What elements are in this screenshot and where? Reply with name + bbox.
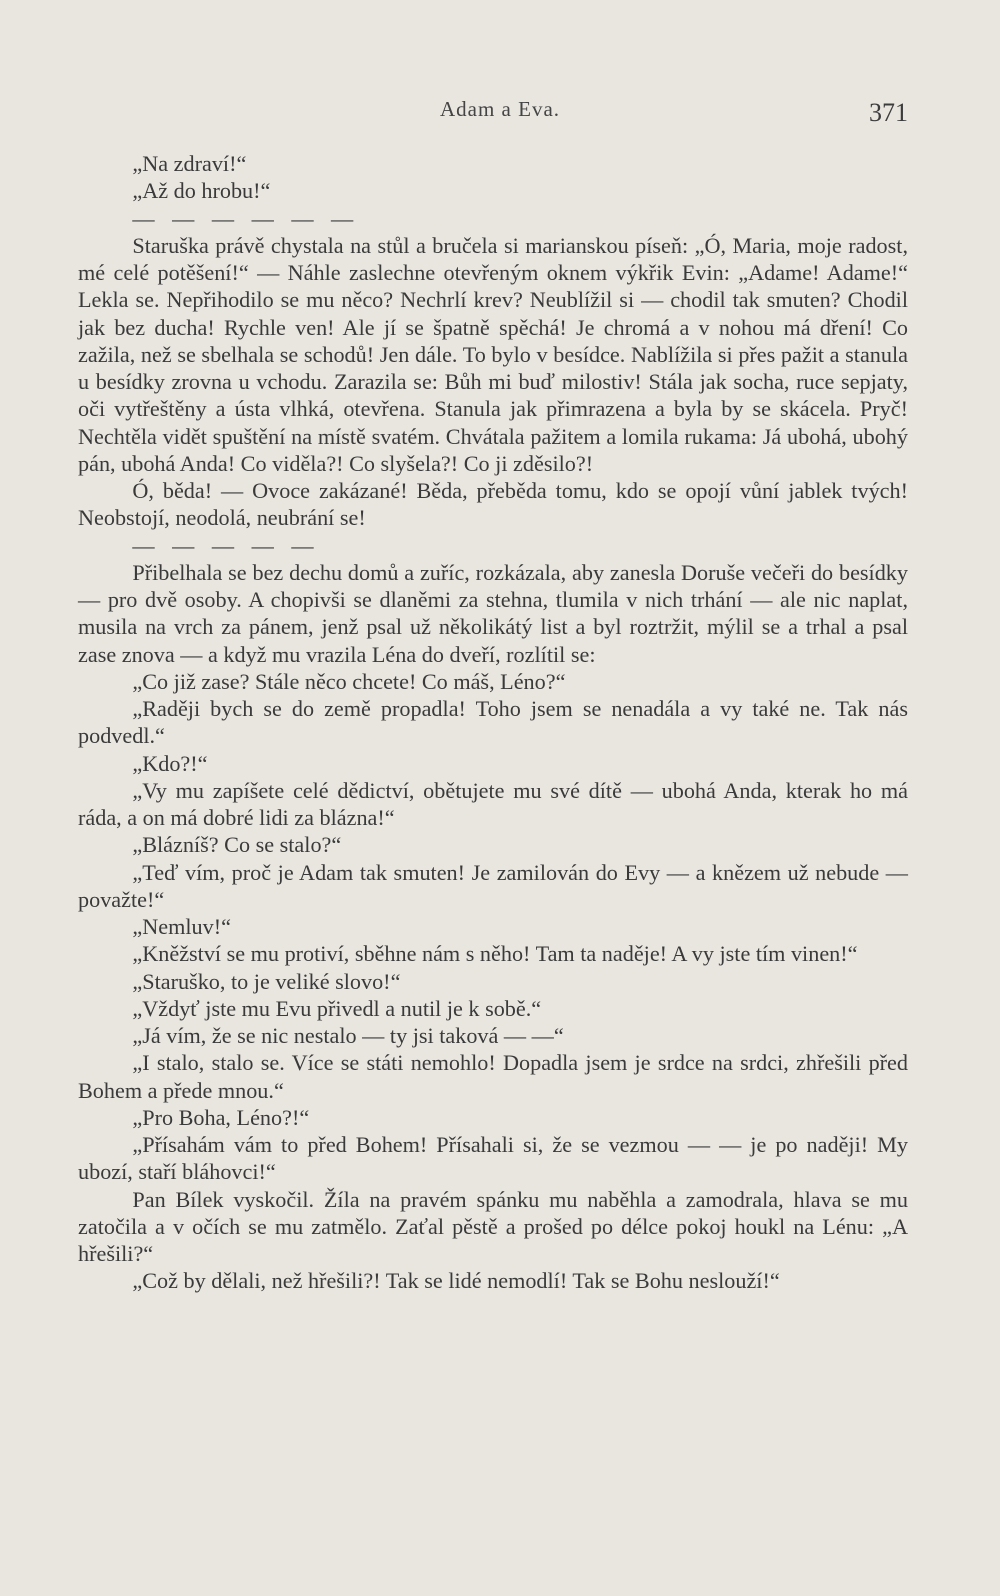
- paragraph: Ó, běda! — Ovoce zakázané! Běda, přeběda tomu, kdo se opojí vůní jablek tvých! Neobstojí, neodolá, neubrání se!: [78, 478, 908, 531]
- paragraph: „Až do hrobu!“: [132, 178, 271, 204]
- paragraph: „Co již zase? Stále něco chcete! Co máš, Léno?“: [132, 668, 566, 694]
- section-separator: — — — — —: [132, 532, 320, 558]
- paragraph: „Já vím, že se nic nestalo — ty jsi taková — —“: [132, 1023, 564, 1048]
- paragraph: „Přísahám vám to před Bohem! Přísahali si, že se vezmou — — je po naději! My ubozí, staří bláhovci!“: [78, 1132, 908, 1185]
- paragraph: Staruška právě chystala na stůl a bručela si marianskou píseň: „Ó, Maria, moje radost, mé celé potěšení!“ — Náhle zaslechne otevřeným oknem výkřik Evin: „Adame! Adame!“ Lekla se. Nepřihodilo se mu něco? Nechrlí krev? Neublížil si — chodil tak smuten? Chodil jak bez ducha! Rychle ven! Ale jí se špatně spěchá! Je chromá a v nohou má dření! Co zažila, než se sbelhala se schodů! Jen dále. To bylo v besídce. Nablížila si přes pažit a stanula u besídky zrovna u vchodu. Zarazila se: Bůh mi buď milostiv! Stála jak socha, ruce sepjaty, oči vytřeštěny a ústa vlhká, otevřena. Stanula jak přimrazena a byla by se skácela. Pryč! Nechtěla vidět spuštění na místě svatém. Chvátala pažitem a lomila rukama: Já ubohá, ubohý pán, ubohá Anda! Co viděla?! Co slyšela?! Co ji zděsilo?!: [78, 232, 908, 476]
- page-number: 371: [869, 98, 908, 127]
- paragraph: Pan Bílek vyskočil. Žíla na pravém spánku mu naběhla a zamodrala, hlava se mu zatočila a v očích se mu zatmělo. Zaťal pěstě a prošed po délce pokoj houkl na Lénu: „A hřešili?“: [78, 1186, 908, 1266]
- paragraph: „I stalo, stalo se. Více se státi nemohlo! Dopadla jsem je srdce na srdci, zhřešili před Bohem a přede mnou.“: [78, 1050, 908, 1103]
- body-text: [78, 150, 908, 1295]
- paragraph: „Kněžství se mu protiví, sběhne nám s něho! Tam ta naděje! A vy jste tím vinen!“: [132, 941, 858, 967]
- paragraph: „Na zdraví!“: [132, 151, 247, 176]
- paragraph: „Blázníš? Co se stalo?“: [132, 832, 342, 858]
- paragraph: „Raději bych se do země propadla! Toho jsem se nenadála a vy také ne. Tak nás podvedl.“: [78, 696, 908, 749]
- section-separator: — — — — — —: [132, 205, 360, 231]
- paragraph: „Vy mu zapíšete celé dědictví, obětujete mu své dítě — ubohá Anda, kterak ho má ráda, a on má dobré lidi za blázna!“: [78, 777, 908, 830]
- paragraph: Přibelhala se bez dechu domů a zuříc, rozkázala, aby zanesla Doruše večeři do besídky — pro dvě osoby. A chopivši se dlaněmi za stehna, tlumila v nich trhání — ale nic naplat, musila na vrch za pánem, jenž psal už několikátý list a byl roztržit, mýlil se a trhal a psal zase znova — a když mu vrazila Léna do dveří, rozlítil se:: [78, 559, 908, 667]
- paragraph: „Pro Boha, Léno?!“: [132, 1104, 310, 1130]
- paragraph: „Staruško, to je veliké slovo!“: [132, 968, 401, 994]
- paragraph: „Kdo?!“: [132, 750, 208, 776]
- running-title: Adam a Eva.: [439, 97, 561, 121]
- paragraph: „Teď vím, proč je Adam tak smuten! Je zamilován do Evy — a knězem už nebude — považte!“: [78, 859, 908, 912]
- paragraph: „Nemluv!“: [132, 914, 231, 939]
- paragraph: „Vždyť jste mu Evu přivedl a nutil je k sobě.“: [132, 995, 542, 1021]
- paragraph: „Což by dělali, než hřešili?! Tak se lidé nemodlí! Tak se Bohu neslouží!“: [132, 1268, 780, 1294]
